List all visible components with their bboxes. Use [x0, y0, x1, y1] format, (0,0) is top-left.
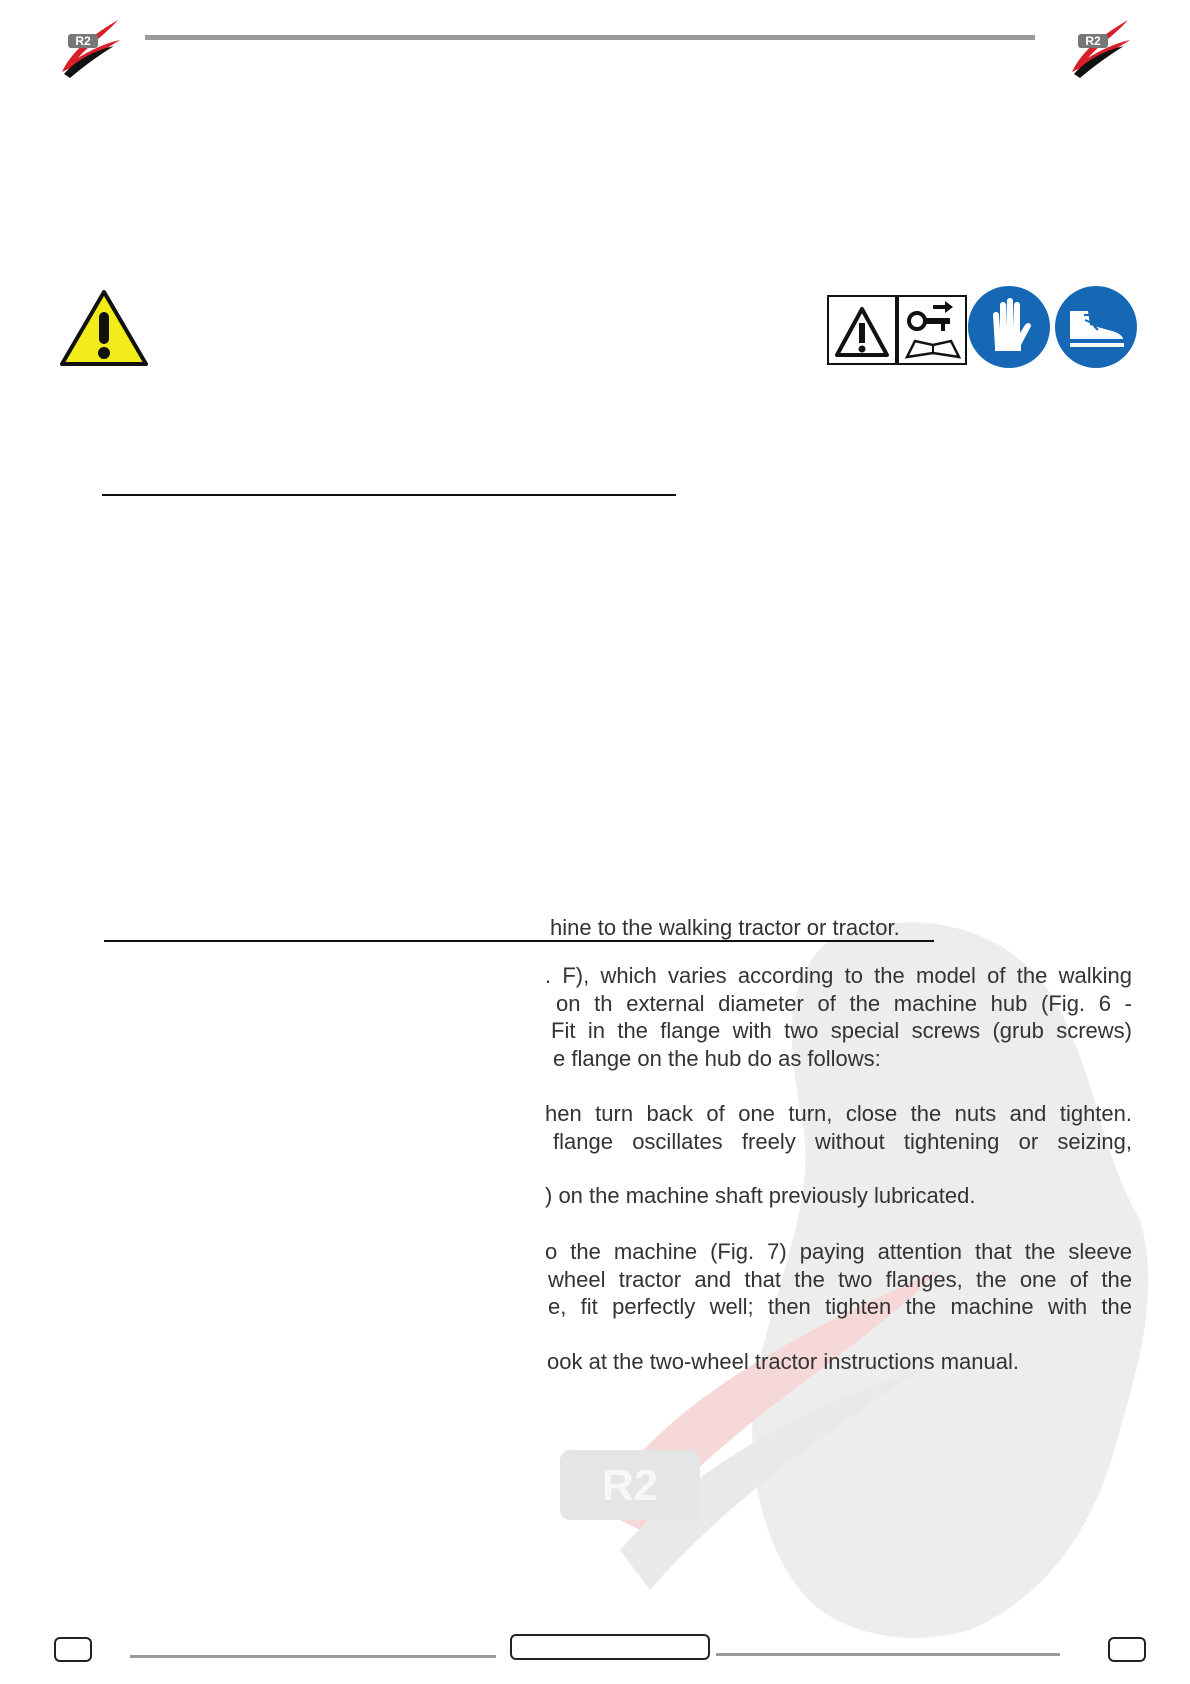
- text-line: e flange on the hub do as follows:: [553, 1045, 881, 1071]
- section-underline: [102, 494, 676, 496]
- paragraph-4: [545, 1238, 1132, 1321]
- text-line: ook at the two-wheel tractor instructions manual.: [547, 1349, 1020, 1374]
- footer-rule-right: [716, 1653, 1060, 1656]
- text-line: flange oscillates freely without tightening or seizing,: [553, 1128, 1132, 1154]
- warning-triangle-icon: [58, 288, 150, 368]
- text-line: o the machine (Fig. 7) paying attention that the sleeve: [545, 1239, 1132, 1264]
- svg-text:R2: R2: [75, 34, 91, 48]
- brand-logo-left: [54, 10, 126, 82]
- svg-text:R2: R2: [1085, 34, 1101, 48]
- paragraph-5: [545, 1348, 1132, 1376]
- text-line: e, fit perfectly well; then tighten the machine with the: [548, 1294, 1132, 1319]
- footer-page-box-right: [1108, 1637, 1146, 1662]
- footer-page-box-left: [54, 1637, 92, 1662]
- paragraph-1: [545, 962, 1132, 1072]
- text-line: wheel tractor and that the two flanges, the one of the: [548, 1266, 1132, 1292]
- text-line: Fit in the flange with two special screws (grub screws): [551, 1018, 1132, 1043]
- text-line: ) on the machine shaft previously lubricated.: [545, 1183, 976, 1208]
- wear-gloves-icon: [967, 285, 1051, 369]
- header-rule: [145, 35, 1035, 40]
- watermark-logo-text: R2: [601, 1461, 659, 1510]
- text-line: on th external diameter of the machine hub (Fig. 6 -: [556, 990, 1132, 1016]
- paragraph-3: [545, 1182, 1132, 1210]
- text-line: . F), which varies according to the model of the walking: [545, 963, 1132, 988]
- section-heading: hine to the walking tractor or tractor.: [550, 915, 900, 940]
- footer-center-box: [510, 1634, 710, 1660]
- paragraph-2: [545, 1100, 1132, 1155]
- attention-sign-icon: [827, 295, 897, 365]
- footer-rule-left: [130, 1655, 496, 1658]
- safety-pictograms: [825, 283, 1135, 369]
- safety-shoes-icon: [1054, 285, 1138, 369]
- text-line: hen turn back of one turn, close the nuts and tighten.: [545, 1101, 1132, 1126]
- brand-logo-right: [1064, 10, 1136, 82]
- read-manual-key-icon: [897, 295, 967, 365]
